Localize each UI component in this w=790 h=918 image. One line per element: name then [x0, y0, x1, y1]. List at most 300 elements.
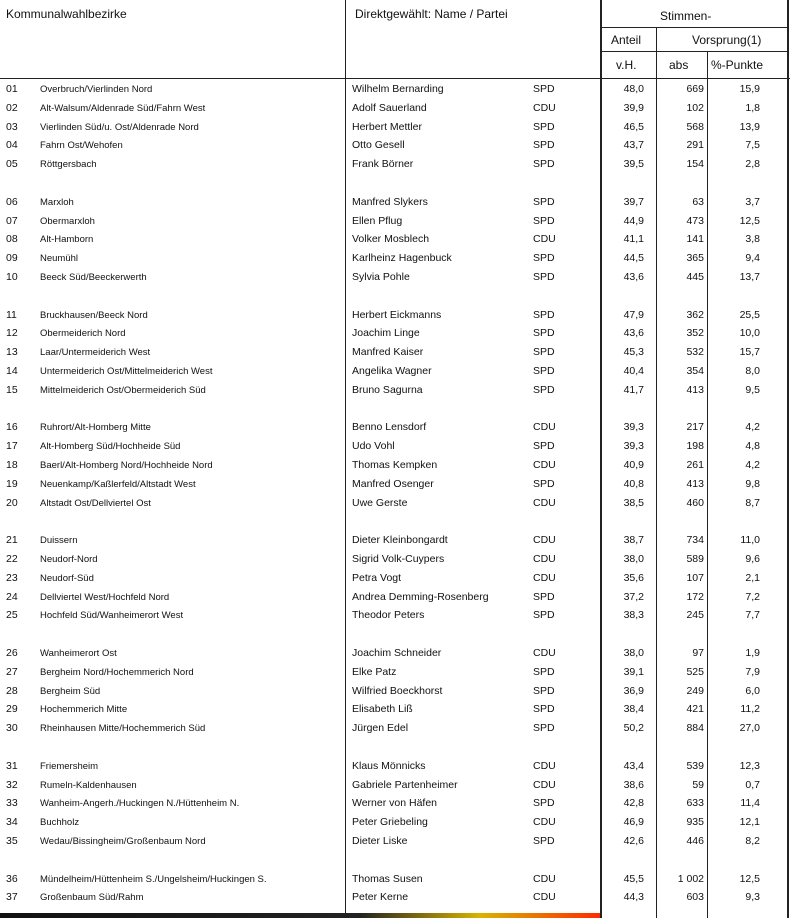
- candidate-name: Thomas Kempken: [352, 459, 438, 471]
- lead-points: 1,9: [745, 647, 760, 659]
- table-row: [0, 437, 790, 456]
- header-points: %-Punkte: [711, 58, 764, 72]
- table-row: [0, 832, 790, 851]
- candidate-name: Herbert Eickmanns: [352, 308, 442, 321]
- party: CDU: [533, 872, 556, 885]
- bottom-color-bar: [0, 913, 600, 918]
- share-percent: 41,7: [623, 383, 644, 396]
- lead-points: 4,2: [745, 459, 760, 471]
- table-row: [0, 888, 790, 907]
- candidate-name: Werner von Häfen: [352, 797, 438, 810]
- district-number: 37: [6, 891, 18, 904]
- district-name: Neudorf-Nord: [40, 554, 98, 565]
- lead-points: 8,2: [745, 835, 760, 847]
- lead-absolute: 217: [686, 421, 704, 434]
- district-name: Neudorf-Süd: [40, 572, 94, 584]
- candidate-name: Dieter Liske: [352, 835, 408, 847]
- lead-absolute: 107: [686, 571, 704, 584]
- district-name: Mittelmeiderich Ost/Obermeiderich Süd: [40, 384, 206, 396]
- district-name: Rumeln-Kaldenhausen: [40, 779, 137, 791]
- lead-absolute: 734: [686, 534, 704, 547]
- lead-absolute: 884: [686, 722, 704, 735]
- table-row: [0, 475, 790, 494]
- district-name: Untermeiderich Ost/Mittelmeiderich West: [40, 366, 213, 377]
- table-row: [0, 118, 790, 137]
- lead-absolute: 198: [686, 440, 704, 453]
- lead-points: 12,1: [739, 816, 760, 829]
- divider: [602, 51, 788, 52]
- district-number: 34: [6, 816, 18, 829]
- party: SPD: [533, 139, 555, 152]
- candidate-name: Petra Vogt: [352, 571, 402, 584]
- header-abs: abs: [669, 58, 689, 72]
- lead-absolute: 63: [692, 195, 704, 208]
- lead-points: 0,7: [745, 778, 760, 791]
- district-name: Alt-Homberg Süd/Hochheide Süd: [40, 441, 181, 453]
- candidate-name: Elke Patz: [352, 665, 397, 678]
- share-percent: 46,5: [623, 120, 644, 133]
- share-percent: 38,7: [623, 534, 644, 547]
- district-number: 23: [6, 571, 18, 584]
- lead-absolute: 352: [686, 327, 704, 340]
- lead-points: 7,7: [745, 609, 760, 622]
- party: CDU: [533, 647, 556, 659]
- table-row: [0, 343, 790, 362]
- header-share: Anteil: [611, 33, 642, 47]
- district-name: Dellviertel West/Hochfeld Nord: [40, 591, 170, 603]
- district-name: Fahrn Ost/Wehofen: [40, 140, 123, 152]
- district-number: 10: [6, 271, 18, 283]
- party: SPD: [533, 271, 555, 283]
- lead-points: 11,2: [740, 703, 760, 716]
- table-row: [0, 870, 790, 889]
- district-name: Obermarxloh: [40, 215, 95, 227]
- share-percent: 44,3: [623, 891, 644, 904]
- party: CDU: [533, 759, 556, 772]
- lead-absolute: 413: [686, 477, 704, 490]
- party: SPD: [533, 252, 555, 265]
- district-name: Wanheim-Angerh./Huckingen N./Hüttenheim N.: [40, 798, 240, 810]
- candidate-name: Uwe Gerste: [352, 496, 408, 509]
- lead-points: 2,1: [745, 571, 760, 584]
- district-number: 15: [6, 383, 18, 396]
- share-percent: 43,6: [623, 271, 644, 283]
- party: SPD: [533, 835, 555, 847]
- header-votes: Stimmen-: [660, 9, 712, 23]
- table-row: [0, 644, 790, 663]
- party: SPD: [533, 590, 555, 603]
- lead-absolute: 568: [686, 120, 704, 133]
- district-name: Ruhrort/Alt-Homberg Mitte: [40, 422, 151, 434]
- district-name: Friemersheim: [40, 760, 99, 772]
- party: SPD: [533, 797, 555, 810]
- district-name: Bruckhausen/Beeck Nord: [40, 309, 148, 321]
- party: CDU: [533, 496, 556, 509]
- lead-points: 1,8: [745, 101, 760, 114]
- district-number: 24: [6, 590, 18, 603]
- candidate-name: Jürgen Edel: [352, 722, 409, 735]
- district-number: 32: [6, 778, 18, 791]
- candidate-name: Frank Börner: [352, 158, 414, 171]
- lead-absolute: 362: [686, 308, 704, 321]
- candidate-name: Bruno Sagurna: [352, 383, 423, 396]
- party: CDU: [533, 816, 556, 829]
- district-name: Buchholz: [40, 817, 80, 829]
- table-row: [0, 193, 790, 212]
- party: SPD: [533, 477, 555, 490]
- share-percent: 36,9: [623, 684, 644, 697]
- district-number: 26: [6, 647, 18, 659]
- share-percent: 45,5: [623, 872, 644, 885]
- party: SPD: [533, 703, 555, 716]
- district-number: 13: [6, 346, 18, 359]
- table-row: [0, 155, 790, 174]
- share-percent: 46,9: [623, 816, 644, 829]
- lead-points: 27,0: [739, 722, 760, 735]
- lead-points: 7,5: [745, 139, 760, 152]
- share-percent: 39,3: [623, 421, 644, 434]
- district-name: Duissern: [40, 535, 78, 547]
- lead-points: 8,0: [745, 365, 760, 377]
- share-percent: 45,3: [623, 346, 644, 359]
- candidate-name: Peter Kerne: [352, 891, 409, 904]
- candidate-name: Thomas Susen: [352, 872, 423, 885]
- lead-points: 3,7: [745, 195, 760, 208]
- share-percent: 50,2: [623, 722, 644, 735]
- share-percent: 39,1: [623, 665, 644, 678]
- district-name: Neuenkamp/Kaßlerfeld/Altstadt West: [40, 478, 196, 490]
- candidate-name: Klaus Mönnicks: [352, 759, 426, 772]
- candidate-name: Wilhelm Bernarding: [352, 83, 444, 95]
- candidate-name: Andrea Demming-Rosenberg: [352, 590, 489, 603]
- lead-absolute: 249: [686, 684, 704, 697]
- table-row: [0, 494, 790, 513]
- district-number: 08: [6, 233, 18, 246]
- district-name: Overbruch/Vierlinden Nord: [40, 84, 153, 95]
- district-name: Röttgersbach: [40, 159, 97, 171]
- candidate-name: Ellen Pflug: [352, 214, 403, 227]
- district-number: 20: [6, 496, 18, 509]
- district-number: 29: [6, 703, 18, 716]
- district-name: Mündelheim/Hüttenheim S./Ungelsheim/Huckingen S.: [40, 873, 267, 885]
- district-number: 35: [6, 835, 18, 847]
- candidate-name: Wilfried Boeckhorst: [352, 684, 443, 697]
- district-name: Neumühl: [40, 253, 79, 265]
- lead-points: 25,5: [739, 308, 760, 321]
- lead-points: 3,8: [745, 233, 760, 246]
- lead-absolute: 460: [686, 496, 704, 509]
- district-number: 27: [6, 665, 18, 678]
- district-name: Rheinhausen Mitte/Hochemmerich Süd: [40, 723, 206, 735]
- candidate-name: Karlheinz Hagenbuck: [352, 252, 452, 265]
- share-percent: 38,4: [623, 703, 644, 716]
- district-number: 12: [6, 327, 18, 340]
- district-number: 05: [6, 158, 18, 171]
- share-percent: 43,6: [623, 327, 644, 340]
- district-name: Baerl/Alt-Homberg Nord/Hochheide Nord: [40, 460, 213, 471]
- party: CDU: [533, 101, 556, 114]
- lead-points: 11,0: [740, 534, 760, 547]
- lead-absolute: 59: [692, 778, 704, 791]
- share-percent: 44,5: [623, 252, 644, 265]
- share-percent: 38,5: [623, 496, 644, 509]
- district-name: Bergheim Nord/Hochemmerich Nord: [40, 666, 194, 678]
- table-row: [0, 588, 790, 607]
- lead-points: 7,9: [745, 665, 760, 678]
- lead-points: 6,0: [745, 684, 760, 697]
- candidate-name: Sylvia Pohle: [352, 271, 410, 283]
- table-row: [0, 80, 790, 99]
- party: CDU: [533, 421, 556, 434]
- lead-absolute: 291: [686, 139, 704, 152]
- table-row: [0, 249, 790, 268]
- party: SPD: [533, 440, 555, 453]
- district-number: 21: [6, 534, 18, 547]
- lead-absolute: 633: [686, 797, 704, 810]
- lead-absolute: 669: [686, 83, 704, 95]
- lead-absolute: 445: [686, 271, 704, 283]
- lead-absolute: 245: [686, 609, 704, 622]
- table-row: [0, 682, 790, 701]
- lead-points: 9,4: [745, 252, 760, 265]
- header-vh: v.H.: [616, 58, 637, 72]
- candidate-name: Angelika Wagner: [352, 365, 432, 377]
- share-percent: 42,6: [623, 835, 644, 847]
- table-row: [0, 663, 790, 682]
- district-number: 28: [6, 684, 18, 697]
- lead-points: 4,8: [745, 440, 760, 453]
- table-row: [0, 550, 790, 569]
- party: SPD: [533, 609, 555, 622]
- lead-points: 12,3: [739, 759, 760, 772]
- candidate-name: Manfred Kaiser: [352, 346, 424, 359]
- table-row: [0, 324, 790, 343]
- district-number: 06: [6, 195, 18, 208]
- candidate-name: Manfred Slykers: [352, 195, 428, 208]
- party: SPD: [533, 665, 555, 678]
- party: CDU: [533, 778, 556, 791]
- party: SPD: [533, 365, 555, 377]
- lead-points: 10,0: [739, 327, 760, 340]
- candidate-name: Udo Vohl: [352, 440, 395, 453]
- lead-absolute: 97: [692, 647, 704, 659]
- lead-points: 2,8: [745, 158, 760, 171]
- district-number: 18: [6, 459, 18, 471]
- share-percent: 38,3: [623, 609, 644, 622]
- lead-absolute: 102: [686, 101, 704, 114]
- district-name: Alt-Hamborn: [40, 234, 94, 246]
- party: CDU: [533, 571, 556, 584]
- table-row: [0, 606, 790, 625]
- share-percent: 41,1: [623, 233, 644, 246]
- lead-points: 8,7: [745, 496, 760, 509]
- district-name: Altstadt Ost/Dellviertel Ost: [40, 497, 151, 509]
- lead-points: 12,5: [739, 214, 760, 227]
- district-number: 17: [6, 440, 18, 453]
- party: SPD: [533, 383, 555, 396]
- district-number: 30: [6, 722, 18, 735]
- lead-points: 11,4: [740, 797, 760, 810]
- district-number: 31: [6, 759, 18, 772]
- district-number: 09: [6, 252, 18, 265]
- district-number: 01: [6, 83, 18, 95]
- lead-points: 7,2: [745, 590, 760, 603]
- district-name: Wanheimerort Ost: [40, 648, 117, 659]
- candidate-name: Herbert Mettler: [352, 120, 423, 133]
- district-name: Vierlinden Süd/u. Ost/Aldenrade Nord: [40, 121, 199, 133]
- candidate-name: Dieter Kleinbongardt: [352, 534, 448, 547]
- district-name: Hochfeld Süd/Wanheimerort West: [40, 610, 184, 622]
- district-number: 14: [6, 365, 18, 377]
- party: SPD: [533, 83, 555, 95]
- candidate-name: Adolf Sauerland: [352, 101, 427, 114]
- lead-points: 15,7: [739, 346, 760, 359]
- table-row: [0, 456, 790, 475]
- share-percent: 39,5: [623, 158, 644, 171]
- district-name: Beeck Süd/Beeckerwerth: [40, 272, 147, 283]
- lead-points: 12,5: [739, 872, 760, 885]
- party: CDU: [533, 553, 556, 565]
- district-name: Bergheim Süd: [40, 685, 101, 697]
- lead-absolute: 935: [686, 816, 704, 829]
- candidate-name: Manfred Osenger: [352, 477, 434, 490]
- lead-absolute: 354: [686, 365, 704, 377]
- district-name: Laar/Untermeiderich West: [40, 347, 151, 359]
- candidate-name: Volker Mosblech: [352, 233, 430, 246]
- table-row: [0, 381, 790, 400]
- lead-points: 13,9: [739, 120, 760, 133]
- table-row: [0, 813, 790, 832]
- district-number: 16: [6, 421, 18, 434]
- share-percent: 38,0: [623, 647, 644, 659]
- share-percent: 37,2: [623, 590, 644, 603]
- candidate-name: Otto Gesell: [352, 139, 405, 152]
- lead-absolute: 365: [686, 252, 704, 265]
- header-lead: Vorsprung(1): [692, 33, 762, 47]
- candidate-name: Peter Griebeling: [352, 816, 428, 829]
- lead-absolute: 446: [686, 835, 704, 847]
- lead-absolute: 589: [686, 553, 704, 565]
- lead-points: 15,9: [739, 83, 760, 95]
- candidate-name: Joachim Linge: [352, 327, 420, 340]
- table-row: [0, 212, 790, 231]
- lead-points: 9,3: [745, 891, 760, 904]
- party: SPD: [533, 684, 555, 697]
- share-percent: 47,9: [623, 308, 644, 321]
- lead-absolute: 473: [686, 214, 704, 227]
- district-number: 36: [6, 872, 18, 885]
- lead-absolute: 261: [686, 459, 704, 471]
- share-percent: 48,0: [623, 83, 644, 95]
- candidate-name: Sigrid Volk-Cuypers: [352, 553, 445, 565]
- district-number: 19: [6, 477, 18, 490]
- lead-absolute: 532: [686, 346, 704, 359]
- share-percent: 40,8: [623, 477, 644, 490]
- candidate-name: Joachim Schneider: [352, 647, 442, 659]
- table-row: [0, 362, 790, 381]
- lead-absolute: 141: [686, 233, 704, 246]
- lead-absolute: 421: [686, 703, 704, 716]
- district-number: 07: [6, 214, 18, 227]
- district-name: Obermeiderich Nord: [40, 328, 126, 340]
- party: SPD: [533, 158, 555, 171]
- lead-absolute: 154: [686, 158, 704, 171]
- district-name: Großenbaum Süd/Rahm: [40, 892, 144, 904]
- table-row: [0, 794, 790, 813]
- district-number: 02: [6, 101, 18, 114]
- share-percent: 43,7: [623, 139, 644, 152]
- table-row: [0, 531, 790, 550]
- lead-absolute: 413: [686, 383, 704, 396]
- share-percent: 38,6: [623, 778, 644, 791]
- candidate-name: Benno Lensdorf: [352, 421, 427, 434]
- lead-absolute: 539: [686, 759, 704, 772]
- divider: [602, 27, 788, 28]
- share-percent: 39,9: [623, 101, 644, 114]
- lead-absolute: 525: [686, 665, 704, 678]
- lead-points: 4,2: [745, 421, 760, 434]
- share-percent: 39,3: [623, 440, 644, 453]
- party: CDU: [533, 459, 556, 471]
- district-number: 11: [6, 308, 17, 321]
- table-row: [0, 569, 790, 588]
- district-number: 25: [6, 609, 18, 622]
- party: SPD: [533, 308, 555, 321]
- district-number: 33: [6, 797, 18, 810]
- district-name: Marxloh: [40, 196, 74, 208]
- table-row: [0, 700, 790, 719]
- party: CDU: [533, 534, 556, 547]
- table-row: [0, 136, 790, 155]
- party: SPD: [533, 327, 555, 340]
- divider: [0, 78, 790, 79]
- district-number: 04: [6, 139, 18, 152]
- district-number: 03: [6, 120, 18, 133]
- district-number: 22: [6, 553, 18, 565]
- candidate-name: Theodor Peters: [352, 609, 425, 622]
- table-row: [0, 776, 790, 795]
- candidate-name: Gabriele Partenheimer: [352, 778, 458, 791]
- party: SPD: [533, 195, 555, 208]
- lead-absolute: 1 002: [677, 872, 704, 885]
- share-percent: 39,7: [623, 195, 644, 208]
- header-districts: Kommunalwahlbezirke: [6, 7, 127, 21]
- table-row: [0, 757, 790, 776]
- party: SPD: [533, 120, 555, 133]
- lead-points: 9,5: [745, 383, 760, 396]
- table-row: [0, 99, 790, 118]
- party: SPD: [533, 346, 555, 359]
- table-row: [0, 306, 790, 325]
- share-percent: 38,0: [623, 553, 644, 565]
- party: CDU: [533, 233, 556, 246]
- candidate-name: Elisabeth Liß: [352, 703, 413, 716]
- table-row: [0, 230, 790, 249]
- table-row: [0, 268, 790, 287]
- district-name: Hochemmerich Mitte: [40, 704, 128, 716]
- lead-absolute: 172: [686, 590, 704, 603]
- party: CDU: [533, 891, 556, 904]
- table-row: [0, 719, 790, 738]
- share-percent: 35,6: [623, 571, 644, 584]
- party: SPD: [533, 722, 555, 735]
- district-name: Alt-Walsum/Aldenrade Süd/Fahrn West: [40, 102, 206, 114]
- lead-points: 13,7: [739, 271, 760, 283]
- share-percent: 40,4: [623, 365, 644, 377]
- share-percent: 42,8: [623, 797, 644, 810]
- share-percent: 44,9: [623, 214, 644, 227]
- district-name: Wedau/Bissingheim/Großenbaum Nord: [40, 836, 206, 847]
